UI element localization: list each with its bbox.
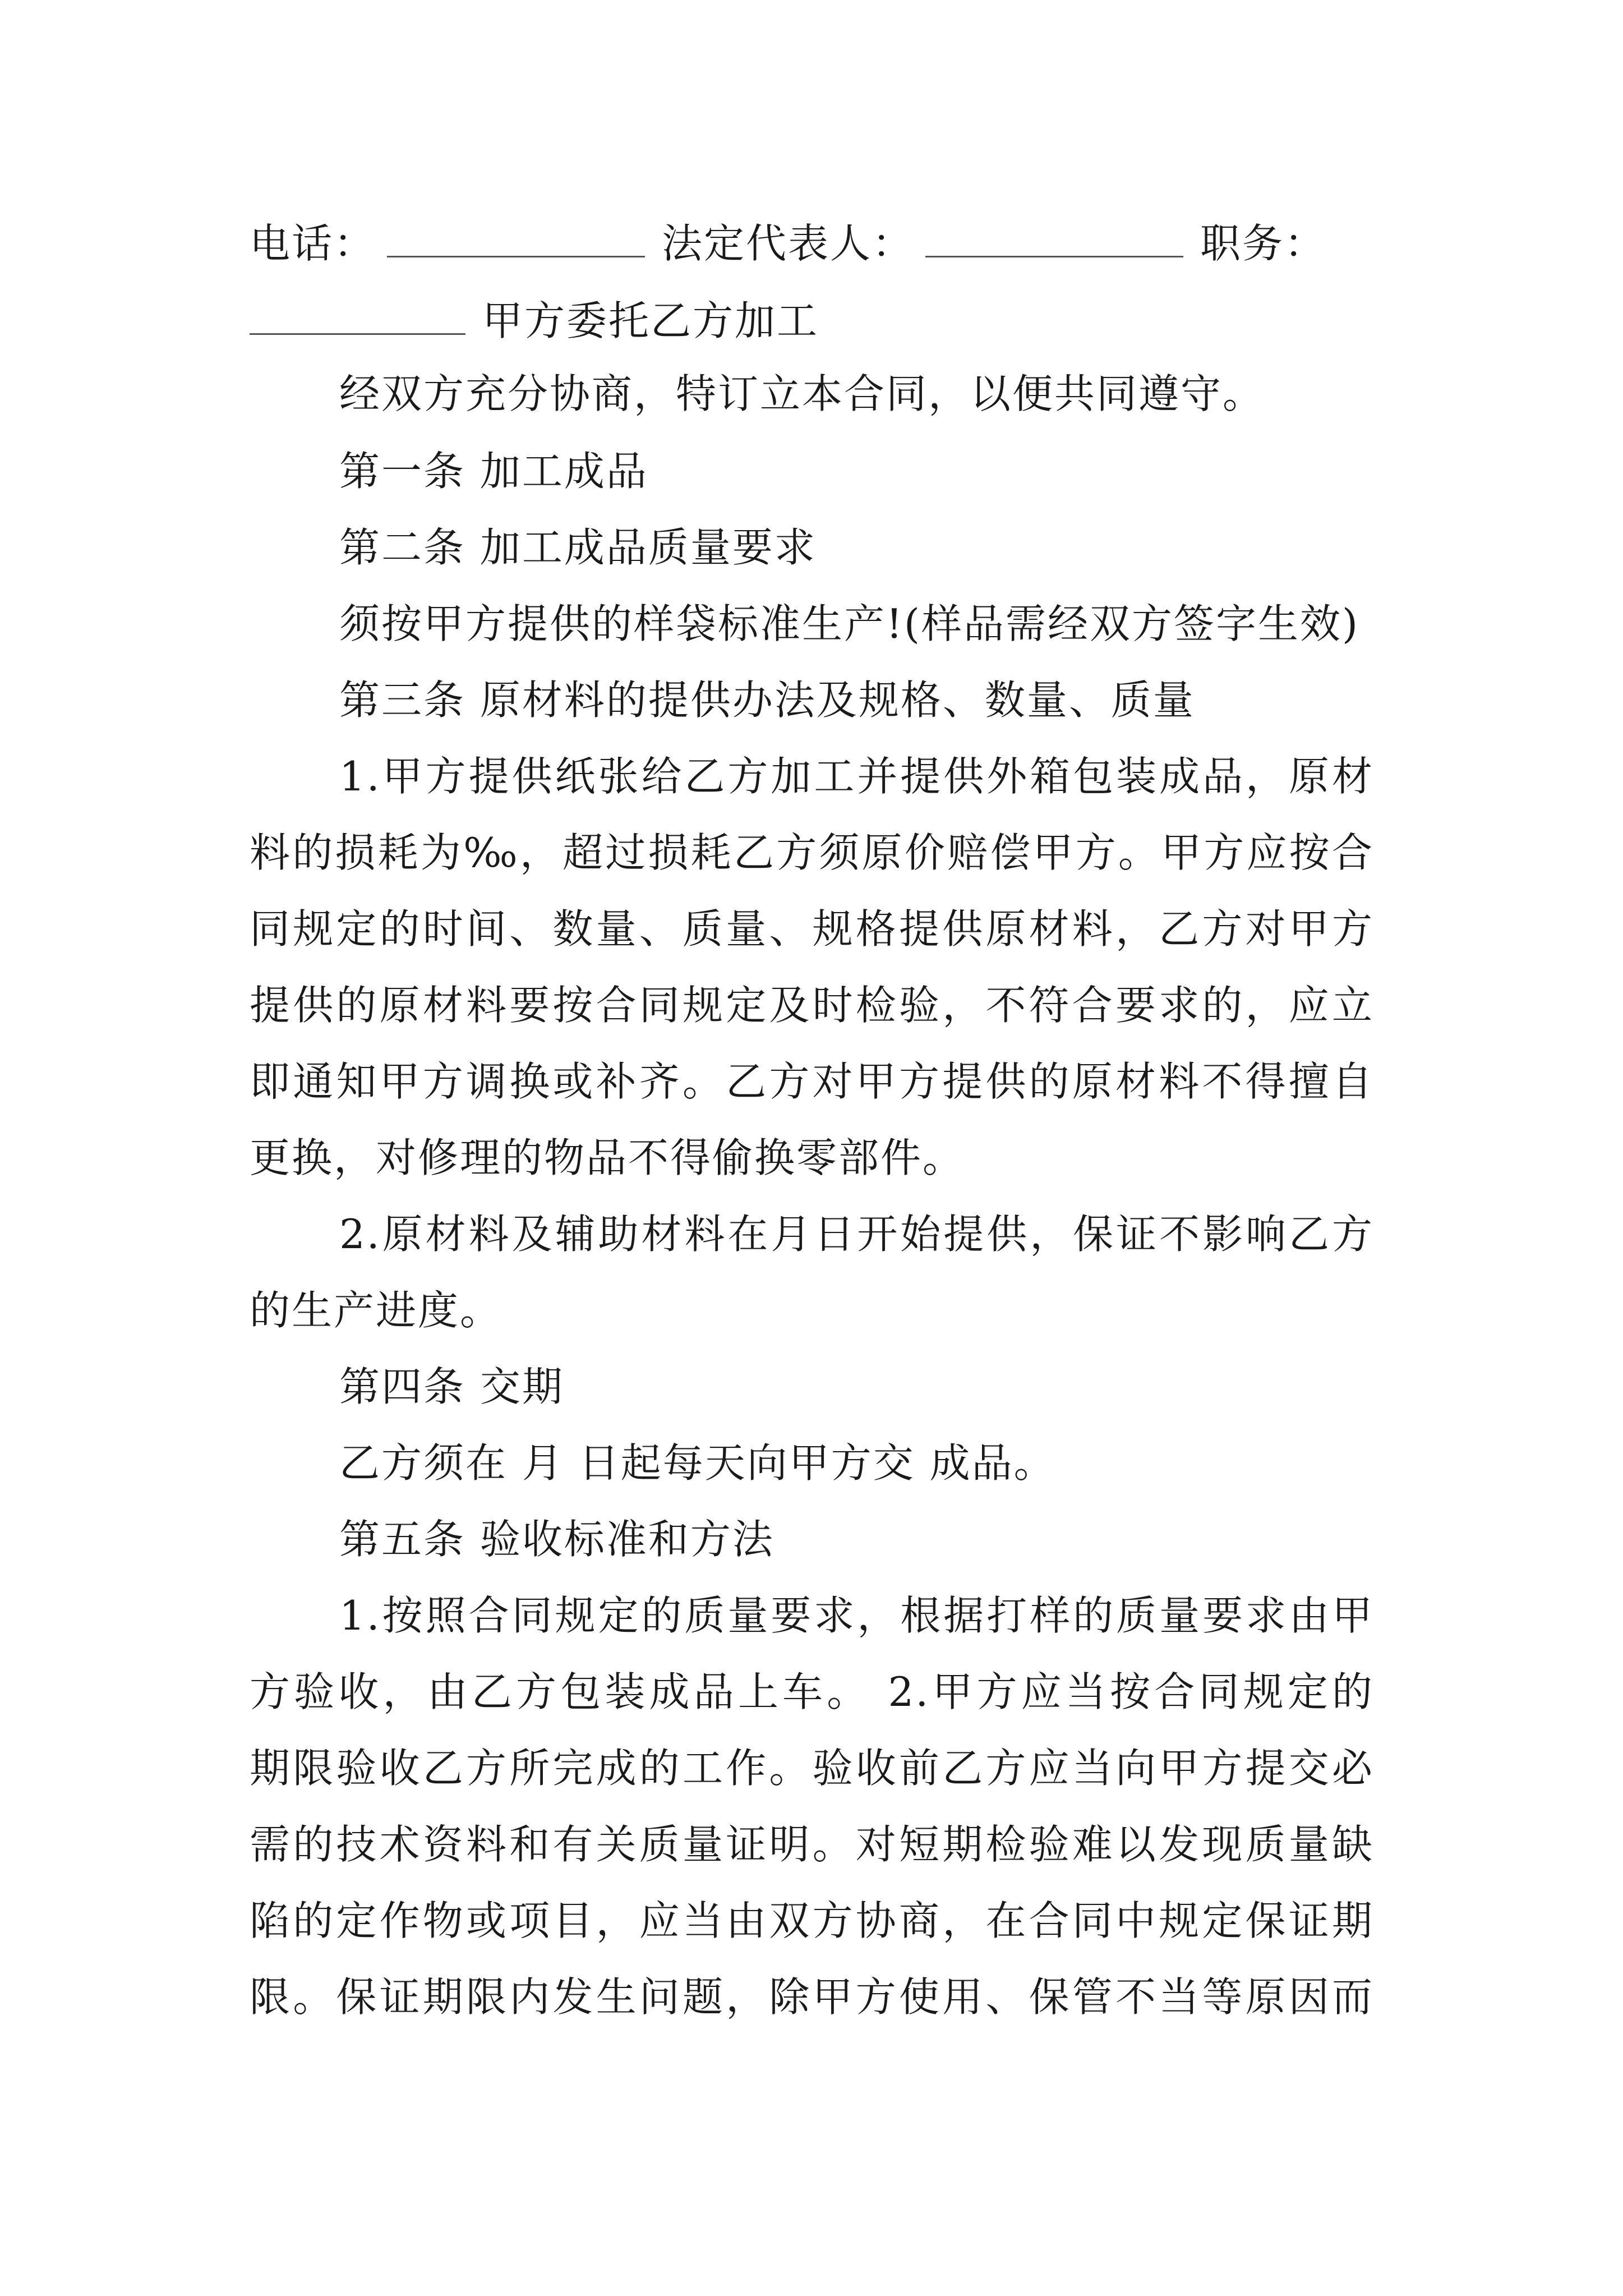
entrust-text: 甲方委托乙方加工 [482,297,819,344]
position-blank[interactable] [250,300,465,335]
paragraph-line: 方验收，由乙方包装成品上车。 2.甲方应当按合同规定的 [250,1668,1374,1715]
article-heading: 第二条 加工成品质量要求 [339,524,817,571]
article-heading: 第一条 加工成品 [339,448,648,495]
position-label: 职务： [1200,220,1327,267]
paragraph-line: 提供的原材料要按合同规定及时检验，不符合要求的，应立 [250,982,1374,1029]
phone-blank[interactable] [387,222,645,257]
paragraph-line: 的生产进度。 [250,1287,502,1334]
paragraph-line: 2.原材料及辅助材料在月日开始提供，保证不影响乙方 [339,1211,1374,1258]
paragraph-line: 经双方充分协商，特订立本合同，以便共同遵守。 [339,370,1265,417]
paragraph-line: 即通知甲方调换或补齐。乙方对甲方提供的原材料不得擅自 [250,1058,1374,1105]
paragraph-line: 需的技术资料和有关质量证明。对短期检验难以发现质量缺 [250,1821,1374,1868]
paragraph-line: 须按甲方提供的样袋标准生产!(样品需经双方签字生效) [339,600,1360,647]
header-fields-line [250,215,1374,272]
paragraph-line: 陷的定作物或项目，应当由双方协商，在合同中规定保证期 [250,1897,1374,1944]
paragraph-line: 同规定的时间、数量、质量、规格提供原材料，乙方对甲方 [250,905,1374,953]
legal-rep-blank[interactable] [925,222,1183,257]
paragraph-line: 1.甲方提供纸张给乙方加工并提供外箱包装成品，原材 [339,753,1374,800]
paragraph-line: 限。保证期限内发生问题，除甲方使用、保管不当等原因而 [250,1973,1374,2021]
legal-rep-label: 法定代表人： [662,220,915,267]
paragraph-line: 1.按照合同规定的质量要求，根据打样的质量要求由甲 [339,1592,1374,1639]
phone-label: 电话： [250,220,376,267]
article-heading: 第五条 验收标准和方法 [339,1516,774,1563]
paragraph-line: 乙方须在 月 日起每天向甲方交 成品。 [339,1439,1056,1487]
paragraph-line: 期限验收乙方所完成的工作。验收前乙方应当向甲方提交必 [250,1745,1374,1792]
paragraph-line: 更换，对修理的物品不得偷换零部件。 [250,1134,965,1181]
entrust-line [250,293,1374,349]
article-heading: 第四条 交期 [339,1363,564,1410]
paragraph-line: 料的损耗为‰，超过损耗乙方须原价赔偿甲方。甲方应按合 [250,829,1374,876]
article-heading: 第三条 原材料的提供办法及规格、数量、质量 [339,677,1195,724]
